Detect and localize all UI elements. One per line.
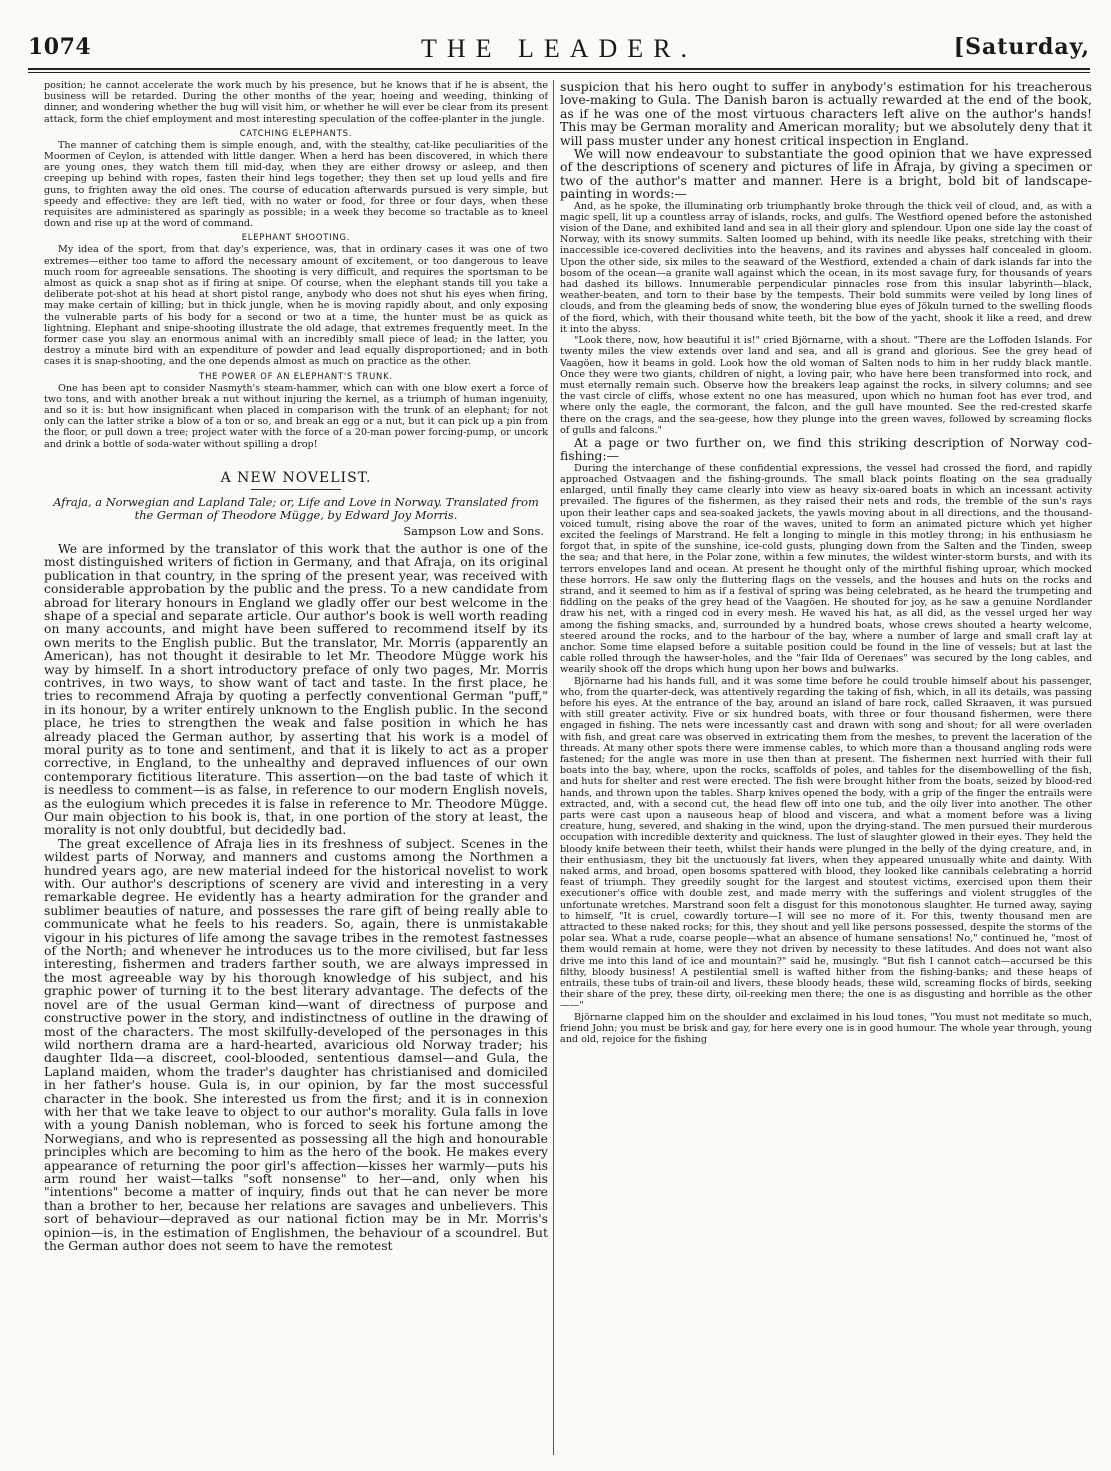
book-info: Afraja, a Norwegian and Lapland Tale; or, Life and Love in Norway. Translated from the German of Theodore Mügge, by Edward Joy Morris. bbox=[53, 494, 539, 522]
quote-paragraph: Björnarne clapped him on the shoulder and exclaimed in his loud tones, "You must not meditate so much, friend John; you must be brisk and gay, for here every one is in good humour. The whole year through, young and old, rejoice for the fishing bbox=[560, 1011, 1092, 1046]
article-paragraph: We are informed by the translator of this work that the author is one of the most distinguished writers of fiction in Germany, and that Afraja, on its original publication in that country, in the spring of the present year, was received with considerable approbation by the public and the press. To a new candidate from abroad for literary honours in England we gladly offer our best welcome in the shape of a special and separate article. Our author's book is well worth reading on many accounts, and might have been suffered to recommend itself by its own merits to the English public. But the translator, Mr. Morris (apparently an American), has not thought it desirable to let Mr. Theodore Mügge work his way by himself. In a short introductory preface of only two pages, Mr. Morris contrives, in two ways, to show want of tact and taste. In the first place, he tries to recommend Afraja by quoting a perfectly conventional German "puff," in its honour, by a writer entirely unknown to the English public. In the second place, he tries to strengthen the weak and false position in which he has already placed the German author, by asserting that his work is a model of moral purity as to tone and sentiment, and that it is likely to act as a proper corrective, in England, to the unhealthy and depraved influences of our own contemporary fictitious literature. This assertion—on the bad taste of which it is needless to comment—is as false, in reference to our modern English novels, as the eulogium which precedes it is false in reference to Mr. Theodore Mügge. Our main objection to his book is, that, in one portion of the story at least, the morality is not only doubtful, but decidedly bad. bbox=[44, 540, 548, 838]
header-rule-thin bbox=[28, 72, 1090, 73]
column-divider bbox=[553, 80, 554, 1455]
paragraph: My idea of the sport, from that day's experience, was, that in ordinary cases it was one of two extremes—either too tame to afford the necessary amount of excitement, or too dangerous to leave much room for agreeable sensations. The shooting is very difficult, and requires the sportsman to be almost as quick a snap shot as if firing at snipe. Of course, when the elephant stands till you take a deliberate pot-shot at his head at short pistol range, anybody who does not shut his eyes when firing, may make certain of killing; but in thick jungle, when he is moving rapidly about, and only exposing the vulnerable parts of his body for a second or two at a time, the hunter must be as quick as lightning. Elephant and snipe-shooting illustrate the old adage, that extremes frequently meet. In the former case you slay an enormous animal with an incredibly small piece of lead; in the latter, you destroy a minute bird with an expenditure of powder and lead equally disproportioned; and in both cases it is snap-shooting, and the one depends almost as much on practice as the other. bbox=[44, 244, 548, 368]
quote-paragraph: During the interchange of these confidential expressions, the vessel had crossed the fiord, and rapidly approached Ostvaagen and the fishing-grounds. The small black points floating on the sea gradually enlarged, until finally they came clearly into view as heavy six-oared boats in which an incessant activity prevailed. The figures of the fishermen, as they raised their nets and rods, the tremble of the sun's rays upon their leather caps and sea-soaked jackets, the yawls moving about in all directions, and the thousand-voiced tumult, rising above the roar of the waves, united to form an animated picture which yet higher excited the feelings of Marstrand. He felt a longing to mingle in this motley throng; in his enthusiasm he forgot that, in spite of the sunshine, ice-cold gusts, plunging down from the Salten and the Tinden, sweep the sea; and that here, in the Polar zone, within a few minutes, the wildest winter-storm bursts, and with its terrors envelopes land and ocean. At present he thought only of the mirthful fishing uproar, which mocked these horrors. He saw only the fluttering flags on the vessels, and the houses and huts on the rocks and strand, and it seemed to him as if a festival of spring was being celebrated, as he heard the trumpeting and fiddling on the peaks of the grey head of the Vaagöen. He shouted for joy, as he saw a genuine Nordlander draw his net, with a ringed cod in every mesh. He waved his hat, as all did, as the vessel urged her way among the fishing smacks, and, surrounded by a hundred boats, whose crews shouted a hearty welcome, steered around the rocks, and to the harbour of the bay, where a number of large and small craft lay at anchor. Some time elapsed before a suitable position could be found in the line of vessels; but at last the cable rolled through the hawser-holes, and the "fair Ilda of Oerenaes" was secured by the long cables, and wearily shook off the drops which hung upon her bows and bulwarks. bbox=[560, 462, 1092, 676]
paragraph: One has been apt to consider Nasmyth's steam-hammer, which can with one blow exert a force of two tons, and with another break a nut without injuring the kernel, as a triumph of human ingenuity, and so it is: but how insignificant when placed in comparison with the trunk of an elephant; for not only can the latter strike a blow of a ton or so, and break an egg or a nut, but it can pick up a pin from the floor, or pull down a tree; project water with the force of a 20-man power forcing-pump, or uncork and drink a bottle of soda-water without spilling a drop! bbox=[44, 382, 548, 450]
intro-paragraph: position; he cannot accelerate the work much by his presence, but he knows that if he is absent, the business will be retarded. During the other months of the year, hoeing and weeding, thinking of dinner, and wondering whether the bug will visit him, or whether he will ever be clear from its present attack, form the chief employment and most interesting speculation of the coffee-planter in the jungle. bbox=[44, 80, 548, 125]
quote-paragraph: Björnarne had his hands full, and it was some time before he could trouble himself about his passenger, who, from the quarter-deck, was attentively regarding the taking of fish, which, in all its details, was passing before his eyes. At the entrance of the bay, around an island of bare rock, called Skraaven, it was pursued with still greater activity. Five or six hundred boats, with three or four thousand fishermen, were there engaged in fishing. The nets were incessantly cast and drawn with song and shout; for all were overladen with fish, and great care was observed in extricating them from the meshes, to prevent the laceration of the threads. At many other spots there were immense cables, to which more than a thousand angling rods were fastened; for the angle was more in use then than at present. The fishermen next hurried with their full boats into the bay, where, upon the rocks, scaffolds of poles, and tables for the disembowelling of the fish, and huts for shelter and rest were erected. The fish were brought hither from the boats, seized by blood-red hands, and thrown upon the tables. Sharp knives opened the body, with a grip of the finger the entrails were extracted, and, with a second cut, the head flew off into one tub, and the oily liver into another. The other parts were cast upon a nauseous heap of blood and viscera, and what a moment before was a living creature, hung, severed, and shaking in the wind, upon the drying-stand. The men pursued their murderous occupation with incredible dexterity and quickness. The lust of slaughter glowed in their eyes. They held the bloody knife between their teeth, whilst their hands were plunged in the belly of the dying creature, and, in their enthusiasm, they bit the unctuously fat livers, when they appeared unusually white and dainty. With naked arms, and broad, open bosoms spattered with blood, they looked like cannibals celebrating a horrid feast of triumph. They greedily sought for the largest and stoutest victims, exercised upon them their executioner's office with double zest, and made merry with the sufferings and violent struggles of the unfortunate wretches. Marstrand soon felt a disgust for this monotonous slaughter. He turned away, saying to himself, "It is cruel, cowardly torture—I will see no more of it. For this, twenty thousand men are attracted to these naked rocks; for this, they shout and yell like persons possessed, despite the storms of the polar sea. What a rude, coarse people—what an absence of humane sensations! No," continued he, "most of them would remain at home, were they not driven by necessity to these latitudes. And does not want also drive me into this land of ice and mountain?" said he, musingly. "But fish I cannot catch—accursed be this filthy, bloody business! A pestilential smell is wafted hither from the fishing-banks; and these heaps of entrails, these tubs of train-oil and livers, these bloody heads, these wild, screaming flocks of birds, seeking their share of the prey, these dirty, oil-reeking men there; the one is as disgusting and horrible as the other——" bbox=[560, 675, 1092, 1012]
page-number: 1074 bbox=[28, 34, 92, 60]
article-paragraph: The great excellence of Afraja lies in its freshness of subject. Scenes in the wildest parts of Norway, and manners and customs among the Northmen a hundred years ago, are new material indeed for the historical novelist to work with. Our author's descriptions of scenery are vivid and interesting in a very remarkable degree. He evidently has a hearty admiration for the grander and sublimer beauties of nature, and possesses the rare gift of being really able to communicate what he feels to his readers. So, again, there is unmistakable vigour in his pictures of life among the savage tribes in the remotest fastnesses of the North; and whenever he introduces us to the more civilised, but far less interesting, fishermen and traders farther south, we are always impressed in the most agreeable way by his thorough knowledge of his subject, and his graphic power of turning it to the best literary advantage. The defects of the novel are of the usual German kind—want of directness of purpose and constructive power in the story, and indistinctness of outline in the drawing of most of the characters. The most skilfully-developed of the personages in this wild northern drama are a hard-hearted, avaricious old Norway trader; his daughter Ilda—a discreet, cool-blooded, sententious damsel—and Gula, the Lapland maiden, whom the trader's daughter has christianised and domiciled in her father's house. Gula is, in our opinion, by far the most successful character in the book. She interested us from the first; and it is in connexion with her that we take leave to object to our author's morality. Gula falls in love with a young Danish nobleman, who is forced to seek his fortune among the Norwegians, and who is represented as possessing all the high and honourable principles which are becoming to him as the hero of the book. He makes every appearance of returning the poor girl's affection—kisses her warmly—puts his arm round her waist—talks "soft nonsense" to her—and, only when his "intentions" become a matter of inquiry, finds out that he can never be more than a brother to her, because her relations are savages and unbelievers. This sort of behaviour—depraved as our national fiction may be in Mr. Morris's opinion—is, in the estimation of Englishmen, the behaviour of a scoundrel. But the German author does not seem to have the remotest bbox=[44, 835, 548, 1254]
article-title: A NEW NOVELIST. bbox=[44, 470, 548, 490]
article-paragraph: At a page or two further on, we find this striking description of Norway cod-fishing:— bbox=[560, 434, 1092, 464]
article-paragraph: suspicion that his hero ought to suffer in anybody's estimation for his treacherous love-making to Gula. The Danish baron is actually rewarded at the end of the book, as if he was one of the most virtuous characters left alive on the author's hands! This may be German morality and American morality; but we absolutely deny that it will pass muster under any honest critical inspection in England. bbox=[560, 80, 1092, 148]
quote-paragraph: "Look there, now, how beautiful it is!" cried Björnarne, with a shout. "There are the Loffoden Islands. For twenty miles the view extends over land and sea, and all is grand and glorious. See the grey head of Vaagöen, how it beams in gold. Look how the old woman of Salten nods to him in her ruddy black mantle. Once they were two giants, children of night, a loving pair, who have here been transformed into rock, and must eternally remain such. Observe how the breakers leap against the rocks, in silvery columns; and see the vast circle of cliffs, whose extent no one has measured, upon which no human foot has ever trod, and where only the eagle, the cormorant, the falcon, and the gull have mounted. See the red-crested skarfe there on the crags, and the sea-geese, how they plunge into the green waves, followed by screaming flocks of gulls and falcons." bbox=[560, 335, 1092, 436]
section-heading: ELEPHANT SHOOTING. bbox=[241, 232, 351, 243]
right-column bbox=[560, 80, 1092, 1455]
paper-title: THE LEADER. bbox=[420, 34, 698, 63]
publisher: Sampson Low and Sons. bbox=[403, 523, 544, 538]
paragraph: The manner of catching them is simple enough, and, with the stealthy, cat-like peculiarities of the Moormen of Ceylon, is attended with little danger. When a herd has been discovered, in which there are young ones, they watch them till mid-day, when they are either drowsy or asleep, and then creeping up behind with ropes, fasten their hind legs together; they then set up loud yells and fire guns, to frighten away the old ones. The course of education afterwards pursued is very simple, but speedy and effective: they are left tied, with no water or food, for three or four days, when these requisites are administered as sparingly as possible; in a week they become so tractable as to kneel down and rise up at the word of command. bbox=[44, 139, 548, 230]
section-heading: THE POWER OF AN ELEPHANT'S TRUNK. bbox=[199, 370, 393, 381]
left-column bbox=[44, 80, 548, 1455]
issue-day: [Saturday, bbox=[953, 34, 1090, 60]
header-rule bbox=[28, 68, 1090, 70]
quote-paragraph: And, as he spoke, the illuminating orb triumphantly broke through the thick veil of cloud, and, as with a magic spell, lit up a countless array of islands, rocks, and gulfs. The Westfiord opened before the astonished vision of the Dane, and exhibited land and sea in all their glory and splendour. Upon one side lay the coast of Norway, with its snowy summits. Salten loomed up behind, with its needle like peaks, stretching with their inaccessible ice-covered declivities into the heavens, and its ravines and abysses half concealed in gloom. Upon the other side, six miles to the seaward of the Westfiord, extended a chain of dark islands far into the bosom of the ocean—a granite wall against which the ocean, in its most savage fury, for thousands of years had dashed its billows. Innumerable perpendicular pinnacles rose from this insular labyrinth—black, weather-beaten, and torn to their base by the tempests. Their bold summits were veiled by long lines of clouds, and from the gleaming beds of snow, the wondering blue eyes of Jökuln turned to the swelling floods of the fiord, which, with their thousand white teeth, bit the bow of the yacht, shook it like a reed, and drew it into the abyss. bbox=[560, 200, 1092, 335]
section-heading: CATCHING ELEPHANTS. bbox=[239, 127, 353, 138]
article-paragraph: We will now endeavour to substantiate the good opinion that we have expressed of the descriptions of scenery and pictures of life in Afraja, by giving a specimen or two of the author's matter and manner. Here is a bright, bold bit of landscape-painting in words:— bbox=[560, 146, 1092, 202]
